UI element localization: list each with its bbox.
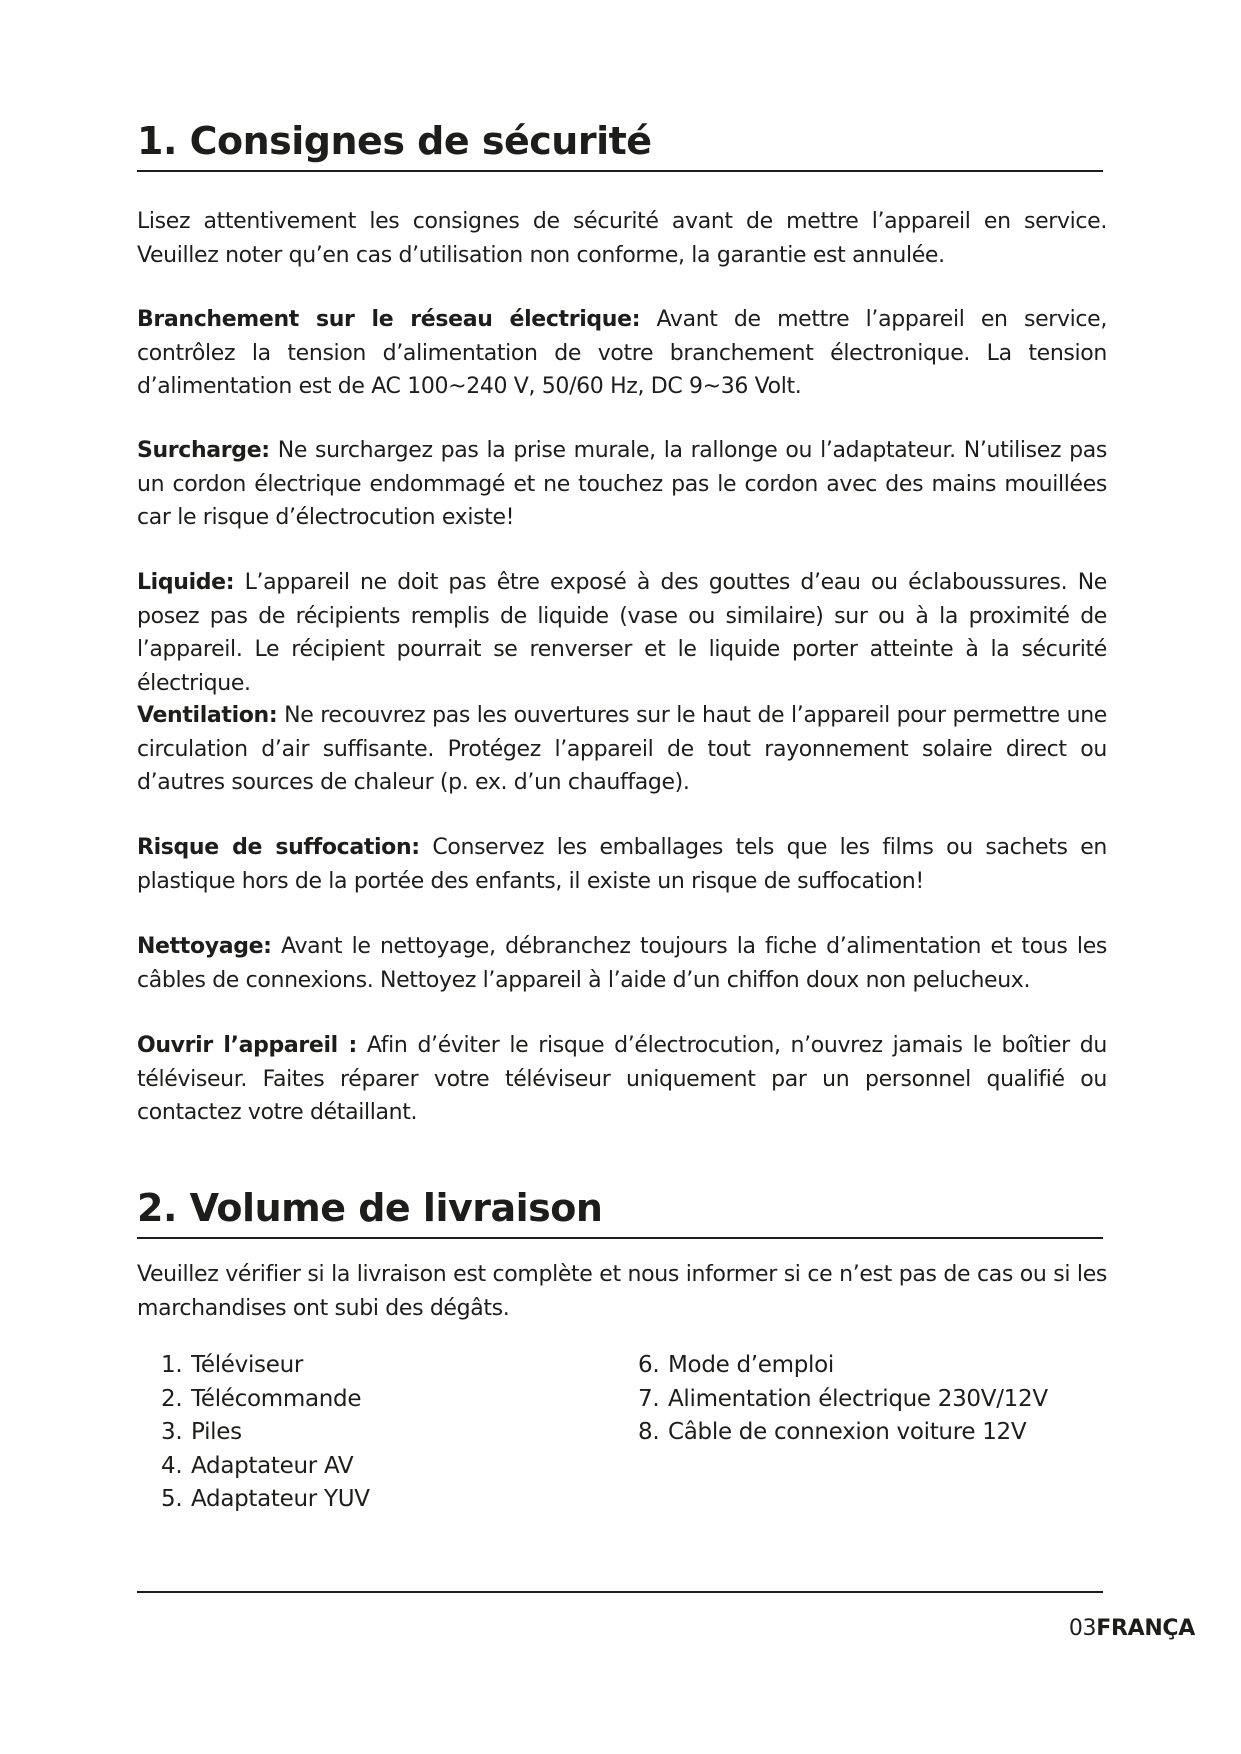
list-item-number: 2. — [161, 1385, 183, 1412]
safety-item-opening — [137, 1029, 1107, 1130]
list-item-number: 4. — [161, 1452, 183, 1479]
safety-item-overload — [137, 434, 1107, 535]
list-item — [161, 1383, 370, 1417]
safety-item-label: Nettoyage: — [137, 934, 272, 959]
list-item-number: 3. — [161, 1419, 183, 1445]
footer-language: FRANÇA — [1096, 1616, 1195, 1641]
safety-item-text: Conservez les emballages tels que les films ou sachets en plastique hors de la portée des enfants, il existe un risque de suffocation! — [137, 835, 1107, 894]
safety-item-text: Avant de mettre l’appareil en service, contrôlez la tension d’alimentation de votre branchement électronique. La tension d’alimentation est de AC 100~240 V, 50/60 Hz, DC 9~36 Volt. — [137, 307, 1107, 399]
list-item-number: 6. — [638, 1352, 660, 1378]
safety-item-text: Afin d’éviter le risque d’électrocution, n’ouvrez jamais le boîtier du téléviseur. Faites réparer votre téléviseur uniquement par un personnel qualifié ou contactez votre détaillant. — [137, 1033, 1107, 1125]
list-item-text: Téléviseur — [191, 1352, 304, 1378]
list-item — [161, 1450, 370, 1484]
safety-item-text: Ne recouvrez pas les ouvertures sur le haut de l’appareil pour permettre une circulation d’air suffisante. Protégez l’appareil de tout rayonnement solaire direct ou d’autres sources de chaleur (p. ex. d’un chauffage). — [137, 703, 1107, 795]
list-item-number: 8. — [638, 1419, 660, 1445]
list-item-number: 7. — [638, 1385, 660, 1412]
safety-item-text: Ne surchargez pas la prise murale, la rallonge ou l’adaptateur. N’utilisez pas un cordon électrique endommagé et ne touchez pas le cordon avec des mains mouillées car le risque d’électrocution existe! — [137, 438, 1107, 530]
list-item-text: Mode d’emploi — [668, 1352, 834, 1378]
list-item-text: Télécommande — [191, 1385, 362, 1412]
safety-intro: Lisez attentivement les consignes de sécurité avant de mettre l’appareil en service. Veuillez noter qu’en cas d’utilisation non conforme, la garantie est annulée. — [137, 209, 1107, 268]
safety-item-label: Risque de suffocation: — [137, 835, 420, 860]
list-item — [638, 1416, 1048, 1450]
safety-item-label: Branchement sur le réseau électrique: — [137, 307, 641, 332]
safety-item-label: Liquide: — [137, 570, 235, 595]
safety-item-cleaning — [137, 930, 1107, 997]
delivery-intro: Veuillez vérifier si la livraison est complète et nous informer si ce n’est pas de cas ou si les marchandises ont subi des dégâts. — [137, 1262, 1107, 1321]
section-title-safety: 1. Consignes de sécurité — [137, 118, 1103, 172]
list-item-text: Adaptateur YUV — [191, 1486, 370, 1512]
list-item — [638, 1383, 1048, 1417]
safety-item-label: Ouvrir l’appareil : — [137, 1033, 357, 1058]
safety-item-text: Avant le nettoyage, débranchez toujours la fiche d’alimentation et tous les câbles de connexions. Nettoyez l’appareil à l’aide d’un chiffon doux non pelucheux. — [137, 934, 1107, 993]
delivery-list-right — [638, 1349, 1048, 1450]
safety-item-text: L’appareil ne doit pas être exposé à des gouttes d’eau ou éclaboussures. Ne posez pas de récipients remplis de liquide (vase ou similaire) sur ou à la proximité de l’appareil. Le récipient pourrait se renverser et le liquide porter atteinte à la sécurité électrique. — [137, 570, 1107, 696]
page-number: 03 — [1068, 1616, 1097, 1641]
list-item — [161, 1349, 370, 1383]
section-title-delivery: 2. Volume de livraison — [137, 1185, 1103, 1239]
page-footer — [1069, 1614, 1195, 1644]
list-item-text: Adaptateur AV — [191, 1452, 354, 1479]
safety-item-suffocation — [137, 831, 1107, 898]
list-item-text: Câble de connexion voiture 12V — [668, 1419, 1027, 1445]
safety-item-label: Surcharge: — [137, 438, 270, 463]
safety-item-liquid — [137, 566, 1107, 700]
safety-item-ventilation — [137, 699, 1107, 800]
safety-item-power — [137, 303, 1107, 404]
safety-item-label: Ventilation: — [137, 703, 278, 728]
list-item — [161, 1483, 370, 1517]
delivery-list-left — [161, 1349, 370, 1517]
footer-divider — [137, 1591, 1103, 1593]
list-item-text: Piles — [191, 1419, 242, 1445]
list-item — [161, 1416, 370, 1450]
list-item-number: 1. — [161, 1352, 183, 1378]
list-item — [638, 1349, 1048, 1383]
list-item-number: 5. — [161, 1486, 183, 1512]
list-item-text: Alimentation électrique 230V/12V — [668, 1385, 1048, 1412]
